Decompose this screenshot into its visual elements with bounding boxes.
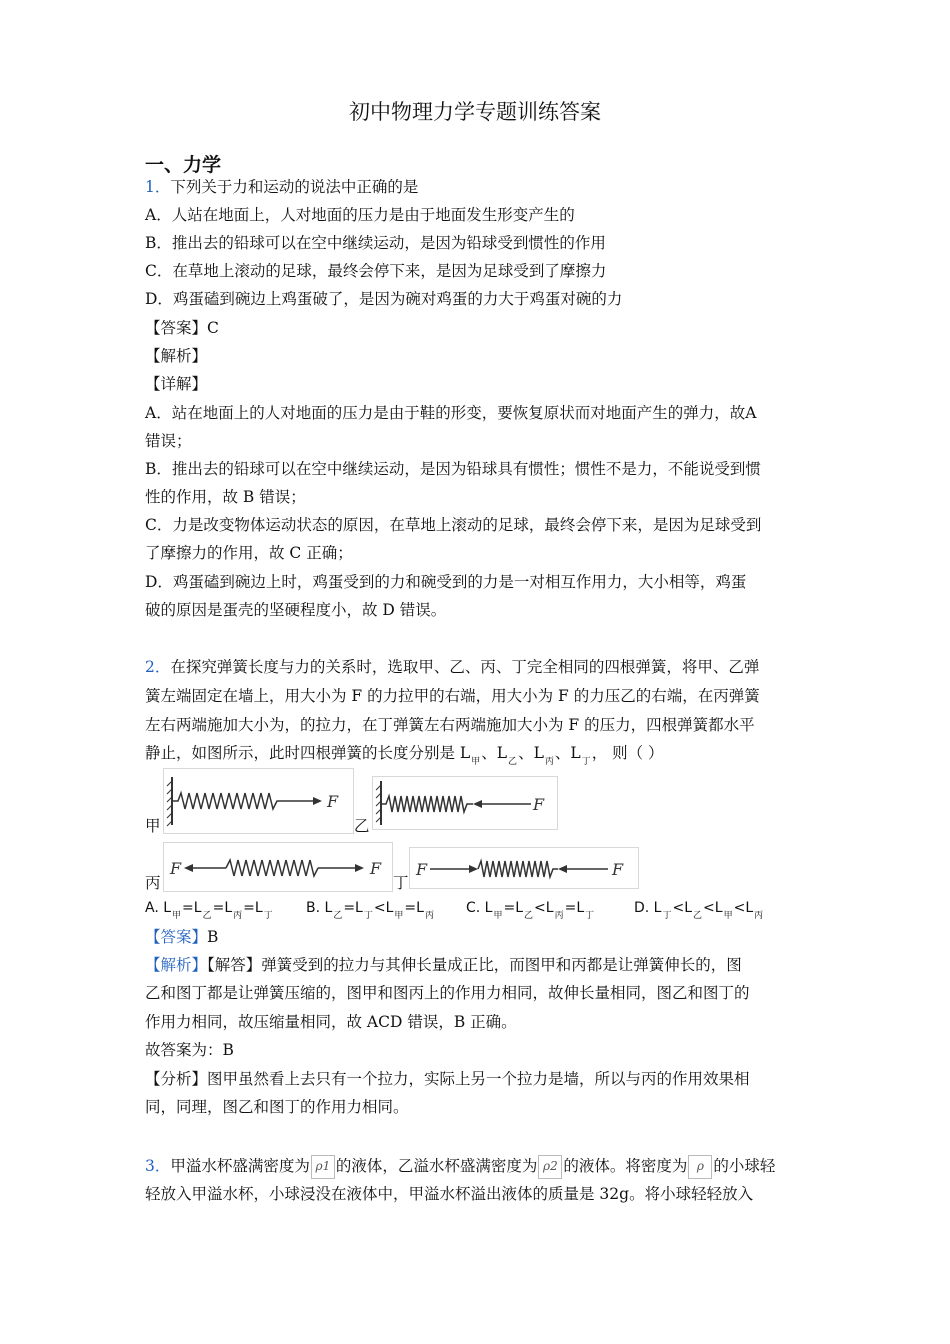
q2-explain-line: 【分析】图甲虽然看上去只有一个拉力，实际上另一个拉力是墙，所以与丙的作用效果相 [145, 1070, 750, 1088]
q1-stem [145, 177, 418, 197]
q1-explain-line: C．力是改变物体运动状态的原因，在草地上滚动的足球，最终会停下来，是因为足球受到 [145, 516, 762, 534]
q2-explain-line: 故答案为：B [145, 1041, 234, 1059]
q1-option-c: C．在草地上滚动的足球，最终会停下来，是因为足球受到了摩擦力 [145, 262, 607, 280]
q2-stem-line: 静止，如图所示，此时四根弹簧的长度分别是 $L_甲$、$L_乙$、$L_丙$、$L_丁$， 则（ ） [145, 744, 664, 767]
q1-explain-line: 错误； [145, 432, 192, 450]
q1-explain-line: A．站在地面上的人对地面的压力是由于鞋的形变，要恢复原状而对地面产生的弹力，故A [145, 404, 757, 422]
q2-stem-line: 簧左端固定在墙上，用大小为 F 的力拉甲的右端，用大小为 F 的力压乙的右端，在丙弹簧 [145, 687, 760, 705]
q2-number: 2． [145, 658, 171, 676]
analysis-tag: 【解析】 [145, 956, 208, 974]
fig-label-yi: 乙 [354, 817, 370, 835]
force-label: F [370, 859, 382, 878]
q3-stem-line: 3．甲溢水杯盛满密度为 ρ1 的液体，乙溢水杯盛满密度为 ρ2 的液体。将密度为 ρ 的小球轻 [145, 1155, 775, 1179]
q1-explain-line: 性的作用，故 B 错误； [145, 488, 306, 506]
q1-option-a: A．人站在地面上，人对地面的压力是由于地面发生形变产生的 [145, 206, 575, 224]
section-heading: 一、力学 [145, 154, 222, 176]
answer-tag: 【答案】 [145, 928, 208, 946]
force-label: F [170, 859, 182, 878]
q1-option-b: B．推出去的铅球可以在空中继续运动，是因为铅球受到惯性的作用 [145, 234, 606, 252]
figure-spring-yi [372, 776, 558, 830]
subscript: 乙 [508, 757, 518, 767]
q2-stem-line [145, 657, 759, 677]
q2-option-c: C. $L_甲=L_乙<L_丙=L_丁$ [466, 900, 595, 921]
q2-explain-line: 乙和图丁都是让弹簧压缩的，图甲和图丙上的作用力相同，故伸长量相同，图乙和图丁的 [145, 984, 750, 1002]
q2-explain-line [145, 955, 742, 975]
force-label: F [416, 860, 428, 879]
fig-label-ding: 丁 [393, 874, 409, 892]
q2-explain-line: 作用力相同，故压缩量相同，故 ACD 错误，B 正确。 [145, 1013, 517, 1031]
q2-option-b: B. $L_乙=L_丁<L_甲=L_丙$ [306, 900, 434, 921]
q1-stem-text: 下列关于力和运动的说法中正确的是 [170, 178, 419, 196]
q1-explain-line: D．鸡蛋磕到碗边上时，鸡蛋受到的力和碗受到的力是一对相互作用力，大小相等，鸡蛋 [145, 573, 747, 591]
answer-value: B [207, 928, 219, 946]
force-label: F [533, 795, 545, 814]
q1-answer: 【答案】C [145, 319, 219, 337]
q2-option-a: A. $L_甲=L_乙=L_丙=L_丁$ [145, 900, 273, 921]
q2-explain-line: 同，同理，图乙和图丁的作用力相同。 [145, 1098, 409, 1116]
fig-label-jia: 甲 [145, 817, 161, 835]
q1-detail: 【详解】 [145, 375, 208, 393]
q1-explain-line: 破的原因是蛋壳的坚硬程度小，故 D 错误。 [145, 601, 447, 619]
q1-explain-line: 了摩擦力的作用，故 C 正确； [145, 544, 353, 562]
q1-analysis: 【解析】 [145, 347, 208, 365]
subscript: 丙 [544, 757, 554, 767]
q2-stem-line: 左右两端施加大小为，的拉力，在丁弹簧左右两端施加大小为 F 的压力，四根弹簧都水平 [145, 716, 755, 734]
force-label: F [612, 860, 624, 879]
fig-label-bing: 丙 [145, 874, 161, 892]
rho-symbol: ρ2 [538, 1155, 562, 1179]
q3-number: 3． [145, 1157, 171, 1175]
explain-text: 【解答】弹簧受到的拉力与其伸长量成正比，而图甲和丙都是让弹簧伸长的，图 [207, 956, 742, 974]
q1-option-d: D．鸡蛋磕到碗边上鸡蛋破了，是因为碗对鸡蛋的力大于鸡蛋对碗的力 [145, 290, 623, 308]
figure-spring-jia [163, 768, 354, 834]
force-label: F [327, 792, 339, 811]
q2-answer [145, 927, 218, 947]
subscript: 丁 [581, 757, 591, 767]
rho-symbol: ρ [688, 1155, 712, 1179]
q2-stem-end: ， 则（ ） [591, 744, 664, 762]
q3-stem-line: 轻放入甲溢水杯，小球浸没在液体中，甲溢水杯溢出液体的质量是 32g。将小球轻轻放入 [145, 1185, 754, 1203]
figure-spring-ding [409, 847, 639, 889]
q1-explain-line: B．推出去的铅球可以在空中继续运动，是因为铅球具有惯性；惯性不是力，不能说受到惯 [145, 460, 761, 478]
q2-stem-text: 静止，如图所示，此时四根弹簧的长度分别是 L [145, 744, 471, 762]
subscript: 甲 [471, 757, 481, 767]
rho-symbol: ρ1 [311, 1155, 335, 1179]
q2-option-d: D. $L_丁<L_乙<L_甲<L_丙$ [634, 900, 764, 921]
q2-stem-text: 在探究弹簧长度与力的关系时，选取甲、乙、丙、丁完全相同的四根弹簧，将甲、乙弹 [170, 658, 760, 676]
figure-spring-bing [163, 842, 393, 892]
page-title: 初中物理力学专题训练答案 [349, 100, 601, 124]
q1-number: 1． [145, 178, 171, 196]
